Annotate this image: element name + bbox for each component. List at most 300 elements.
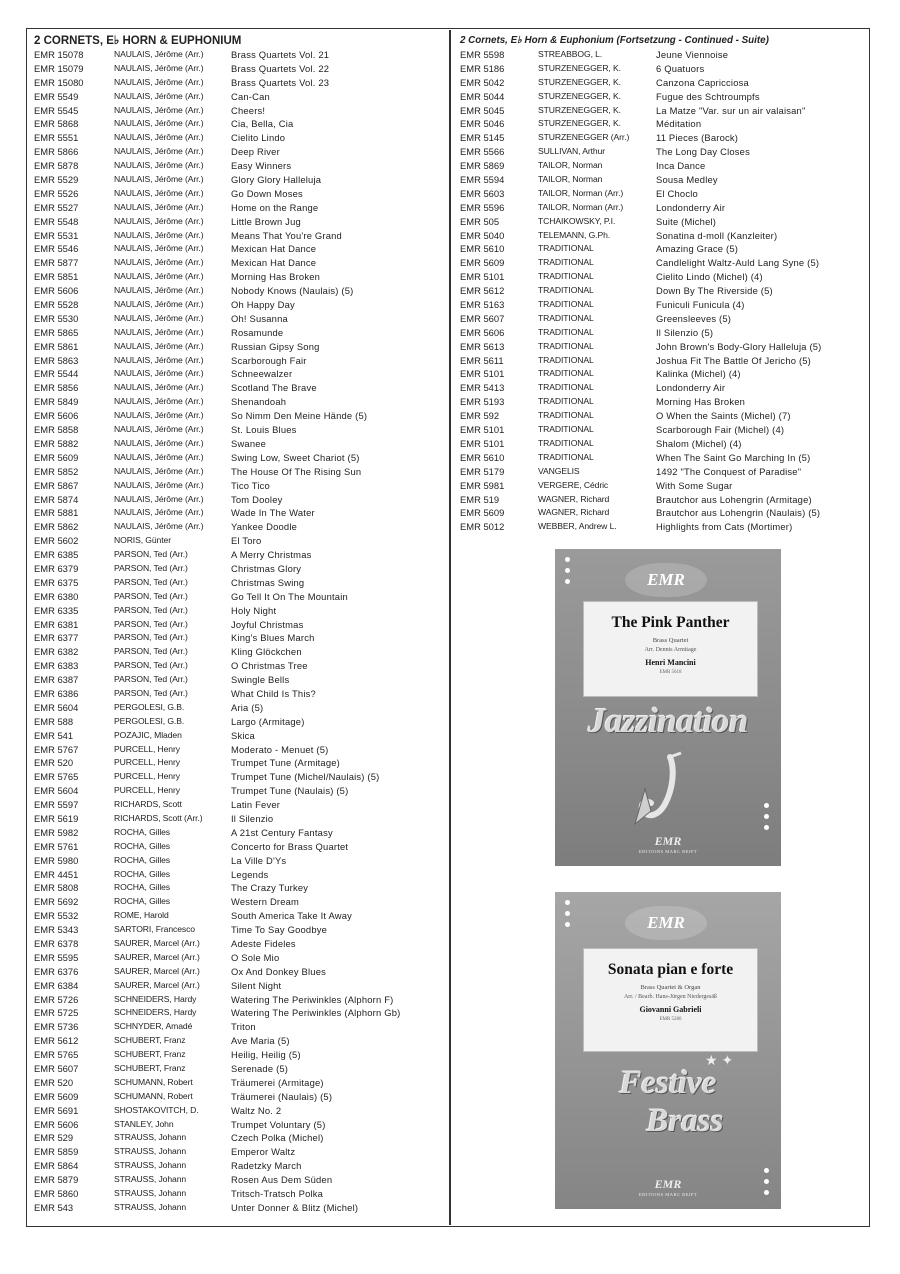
work-title: St. Louis Blues	[231, 424, 297, 436]
work-title: Suite (Michel)	[656, 215, 717, 227]
work-title: Träumerei (Armitage)	[231, 1076, 324, 1088]
work-title: Emperor Waltz	[231, 1146, 296, 1158]
work-title: Jeune Viennoise	[656, 49, 729, 60]
work-title: Holy Night	[231, 604, 277, 616]
composer-name: STRAUSS, Johann	[114, 1146, 187, 1157]
composer-name: SHOSTAKOVITCH, D.	[114, 1104, 199, 1115]
catalog-row	[460, 284, 865, 298]
catalog-number: EMR 5725	[34, 1007, 79, 1019]
work-title: With Some Sugar	[656, 479, 733, 491]
composer-name: STURZENEGGER (Arr.)	[538, 132, 630, 143]
composer-name: SCHNEIDERS, Hardy	[114, 993, 197, 1004]
catalog-row	[34, 62, 444, 76]
catalog-row	[460, 340, 865, 354]
work-title: Canzona Capricciosa	[656, 76, 749, 88]
composer-name: PARSON, Ted (Arr.)	[114, 590, 188, 601]
composer-name: PURCELL, Henry	[114, 785, 180, 796]
composer-name: NAULAIS, Jérôme (Arr.)	[114, 382, 204, 393]
catalog-row	[34, 1020, 444, 1034]
composer-name: STURZENEGGER, K.	[538, 118, 621, 129]
catalog-number: EMR 6379	[34, 562, 79, 574]
composer-name: NAULAIS, Jérôme (Arr.)	[114, 90, 204, 101]
work-title: Moderato - Menuet (5)	[231, 743, 329, 755]
catalog-number: EMR 5597	[34, 799, 79, 811]
catalog-row	[460, 104, 865, 118]
composer-name: NAULAIS, Jérôme (Arr.)	[114, 451, 204, 462]
composer-name: SULLIVAN, Arthur	[538, 146, 606, 157]
catalog-row	[34, 215, 444, 229]
composer-name: NAULAIS, Jérôme (Arr.)	[114, 493, 204, 504]
work-title: Amazing Grace (5)	[656, 243, 739, 255]
catalog-row	[34, 1145, 444, 1159]
composer-name: VANGELIS	[538, 465, 580, 476]
composer-name: SAURER, Marcel (Arr.)	[114, 965, 200, 976]
catalog-number: EMR 5549	[34, 90, 79, 102]
work-title: Tico Tico	[231, 479, 270, 491]
catalog-number: EMR 6383	[34, 660, 79, 672]
catalog-row	[34, 784, 444, 798]
work-title: Swanee	[231, 437, 267, 449]
work-title: Trumpet Tune (Armitage)	[231, 757, 340, 769]
cover-title-plate	[583, 601, 758, 697]
catalog-number: EMR 5607	[460, 312, 505, 324]
catalog-number: EMR 5765	[34, 771, 79, 783]
catalog-number: EMR 5619	[34, 812, 79, 824]
catalog-number: EMR 5529	[34, 174, 79, 186]
composer-name: STREABBOG, L.	[538, 49, 603, 59]
catalog-row	[34, 673, 444, 687]
cover-composer: Giovanni Gabrieli	[639, 1005, 702, 1014]
composer-name: WEBBER, Andrew L.	[538, 521, 617, 532]
work-title: La Ville D'Ys	[231, 854, 287, 866]
work-title: Scarborough Fair (Michel) (4)	[656, 424, 785, 436]
catalog-number: EMR 5602	[34, 535, 79, 547]
catalog-number: EMR 529	[34, 1132, 74, 1144]
catalog-row	[34, 868, 444, 882]
work-title: Triton	[231, 1021, 256, 1033]
composer-name: PARSON, Ted (Arr.)	[114, 618, 188, 629]
composer-name: PARSON, Ted (Arr.)	[114, 576, 188, 587]
work-title: Waltz No. 2	[231, 1104, 282, 1116]
catalog-row	[460, 256, 865, 270]
catalog-row	[460, 159, 865, 173]
work-title: Yankee Doodle	[231, 521, 298, 533]
composer-name: NAULAIS, Jérôme (Arr.)	[114, 410, 204, 421]
work-title: Schneewalzer	[231, 368, 293, 380]
catalog-number: EMR 5607	[34, 1063, 79, 1075]
catalog-row	[34, 534, 444, 548]
catalog-row	[34, 354, 444, 368]
publisher-logo: EMR EDITIONS MARC REIFT	[638, 834, 698, 854]
composer-name: TRADITIONAL	[538, 396, 594, 407]
work-title: O When the Saints (Michel) (7)	[656, 410, 791, 422]
catalog-number: EMR 5868	[34, 118, 79, 130]
catalog-row	[34, 117, 444, 131]
catalog-row	[460, 423, 865, 437]
catalog-number: EMR 5343	[34, 924, 79, 936]
work-title: Latin Fever	[231, 799, 281, 811]
catalog-row	[34, 548, 444, 562]
catalog-number: EMR 5861	[34, 340, 79, 352]
catalog-number: EMR 5610	[460, 451, 505, 463]
catalog-number: EMR 5012	[460, 521, 505, 533]
catalog-number: EMR 5609	[460, 257, 505, 269]
catalog-row	[34, 590, 444, 604]
catalog-row	[460, 242, 865, 256]
catalog-number: EMR 6375	[34, 576, 79, 588]
catalog-number: EMR 5163	[460, 299, 505, 311]
catalog-row	[34, 729, 444, 743]
work-title: South America Take It Away	[231, 910, 353, 922]
work-title: Joyful Christmas	[231, 618, 304, 630]
composer-name: STURZENEGGER, K.	[538, 62, 621, 73]
catalog-number: EMR 5603	[460, 187, 505, 199]
catalog-number: EMR 5862	[34, 521, 79, 533]
catalog-number: EMR 5544	[34, 368, 79, 380]
work-title: Kling Glöckchen	[231, 646, 302, 658]
catalog-row	[34, 381, 444, 395]
catalog-number: EMR 5101	[460, 368, 505, 380]
composer-name: NAULAIS, Jérôme (Arr.)	[114, 118, 204, 129]
catalog-row	[460, 354, 865, 368]
composer-name: NAULAIS, Jérôme (Arr.)	[114, 326, 204, 337]
catalog-row	[460, 298, 865, 312]
composer-name: PARSON, Ted (Arr.)	[114, 660, 188, 671]
catalog-number: EMR 6378	[34, 938, 79, 949]
work-title: The Long Day Closes	[656, 146, 750, 158]
work-title: Cheers!	[231, 104, 266, 116]
composer-name: WAGNER, Richard	[538, 507, 610, 518]
work-title: Oh Happy Day	[231, 299, 295, 311]
work-title: Aria (5)	[231, 701, 264, 713]
composer-name: TRADITIONAL	[538, 271, 594, 282]
work-title: Greensleeves (5)	[656, 312, 732, 324]
work-title: Joshua Fit The Battle Of Jericho (5)	[656, 354, 812, 366]
cover-number: EMR 5280	[659, 1017, 682, 1022]
catalog-row	[460, 395, 865, 409]
catalog-number: EMR 6381	[34, 618, 79, 630]
catalog-row	[34, 562, 444, 576]
work-title: Can-Can	[231, 90, 270, 102]
composer-name: NAULAIS, Jérôme (Arr.)	[114, 104, 204, 115]
catalog-row	[460, 367, 865, 381]
catalog-number: EMR 5878	[34, 160, 79, 172]
composer-name: PARSON, Ted (Arr.)	[114, 646, 188, 657]
work-title: Brass Quartets Vol. 22	[231, 62, 330, 74]
composer-name: TAILOR, Norman	[538, 174, 603, 185]
catalog-number: EMR 5856	[34, 382, 79, 394]
work-title: Easy Winners	[231, 160, 292, 172]
catalog-number: EMR 6377	[34, 632, 79, 644]
work-title: A 21st Century Fantasy	[231, 826, 333, 838]
composer-name: PARSON, Ted (Arr.)	[114, 632, 188, 643]
catalog-row	[34, 756, 444, 770]
catalog-number: EMR 519	[460, 493, 500, 505]
work-title: Trumpet Tune (Michel/Naulais) (5)	[231, 771, 380, 783]
catalog-number: EMR 5594	[460, 174, 505, 186]
work-title: Ave Maria (5)	[231, 1035, 290, 1047]
catalog-row	[34, 1034, 444, 1048]
catalog-row	[34, 618, 444, 632]
catalog-row	[34, 604, 444, 618]
catalog-number: EMR 5531	[34, 229, 79, 241]
catalog-number: EMR 5530	[34, 312, 79, 324]
catalog-number: EMR 5736	[34, 1021, 79, 1033]
work-title: Tritsch-Tratsch Polka	[231, 1188, 324, 1200]
composer-name: TRADITIONAL	[538, 368, 594, 379]
composer-name: NORIS, Günter	[114, 535, 171, 546]
composer-name: SAURER, Marcel (Arr.)	[114, 979, 200, 990]
catalog-number: EMR 5606	[34, 1118, 79, 1130]
composer-name: PARSON, Ted (Arr.)	[114, 549, 188, 560]
catalog-number: EMR 5532	[34, 910, 79, 922]
catalog-number: EMR 6385	[34, 549, 79, 561]
composer-name: TCHAIKOWSKY, P.I.	[538, 215, 616, 226]
catalog-number: EMR 5849	[34, 396, 79, 408]
saxophone-icon	[615, 749, 705, 839]
catalog-row	[460, 479, 865, 493]
work-title: Christmas Glory	[231, 562, 302, 574]
catalog-number: EMR 5879	[34, 1174, 79, 1186]
work-title: Little Brown Jug	[231, 215, 301, 227]
catalog-row	[34, 645, 444, 659]
work-title: Brass Quartets Vol. 21	[231, 49, 330, 60]
cover-dots-top	[565, 900, 570, 927]
cover-number: EMR 5618	[659, 670, 682, 675]
catalog-row	[34, 201, 444, 215]
work-title: Ox And Donkey Blues	[231, 965, 326, 977]
catalog-number: EMR 4451	[34, 868, 79, 880]
catalog-number: EMR 5808	[34, 882, 79, 894]
right-catalog-list	[460, 48, 865, 534]
catalog-row	[34, 993, 444, 1007]
work-title: Rosen Aus Dem Süden	[231, 1174, 333, 1186]
work-title: Radetzky March	[231, 1160, 302, 1172]
catalog-row	[460, 437, 865, 451]
composer-name: PERGOLESI, G.B.	[114, 701, 185, 712]
composer-name: NAULAIS, Jérôme (Arr.)	[114, 340, 204, 351]
composer-name: SCHUBERT, Franz	[114, 1049, 186, 1060]
catalog-row	[34, 1131, 444, 1145]
catalog-row	[460, 465, 865, 479]
catalog-row	[34, 854, 444, 868]
catalog-row	[34, 76, 444, 90]
work-title: Time To Say Goodbye	[231, 924, 328, 936]
catalog-number: EMR 5595	[34, 951, 79, 963]
catalog-row	[34, 256, 444, 270]
work-title: 1492 "The Conquest of Paradise"	[656, 465, 802, 477]
catalog-number: EMR 6376	[34, 965, 79, 977]
catalog-row	[34, 173, 444, 187]
catalog-number: EMR 5882	[34, 437, 79, 449]
catalog-row	[34, 298, 444, 312]
work-title: Il Silenzio	[231, 812, 274, 824]
catalog-row	[34, 242, 444, 256]
work-title: Swingle Bells	[231, 674, 290, 686]
work-title: Home on the Range	[231, 201, 319, 213]
catalog-row	[34, 409, 444, 423]
composer-name: VERGERE, Cédric	[538, 479, 609, 490]
catalog-row	[460, 312, 865, 326]
catalog-row	[34, 340, 444, 354]
catalog-number: EMR 5186	[460, 62, 505, 74]
work-title: Largo (Armitage)	[231, 715, 305, 727]
work-title: Adeste Fideles	[231, 938, 296, 949]
catalog-row	[34, 48, 444, 62]
work-title: Mexican Hat Dance	[231, 243, 317, 255]
catalog-row	[34, 812, 444, 826]
catalog-row	[460, 270, 865, 284]
catalog-row	[34, 395, 444, 409]
composer-name: TAILOR, Norman	[538, 160, 603, 171]
catalog-row	[34, 437, 444, 451]
composer-name: NAULAIS, Jérôme (Arr.)	[114, 187, 204, 198]
catalog-row	[34, 367, 444, 381]
catalog-row	[34, 1076, 444, 1090]
catalog-row	[34, 826, 444, 840]
composer-name: NAULAIS, Jérôme (Arr.)	[114, 299, 204, 310]
catalog-row	[34, 798, 444, 812]
catalog-row	[34, 909, 444, 923]
catalog-number: EMR 592	[460, 410, 500, 422]
series-logo-jazzination: Jazzination	[588, 701, 748, 740]
catalog-number: EMR 6384	[34, 979, 79, 991]
work-title: Brautchor aus Lohengrin (Armitage)	[656, 493, 812, 505]
catalog-row	[34, 187, 444, 201]
cover-title: Sonata pian e forte	[607, 961, 734, 978]
catalog-row	[34, 923, 444, 937]
catalog-row	[34, 576, 444, 590]
catalog-number: EMR 5864	[34, 1160, 79, 1172]
catalog-number: EMR 5981	[460, 479, 505, 491]
composer-name: NAULAIS, Jérôme (Arr.)	[114, 160, 204, 171]
cover-sonata-pian-e-forte	[555, 892, 781, 1209]
work-title: El Toro	[231, 535, 262, 547]
composer-name: NAULAIS, Jérôme (Arr.)	[114, 257, 204, 268]
work-title: The Crazy Turkey	[231, 882, 309, 894]
composer-name: ROME, Harold	[114, 910, 169, 921]
composer-name: TRADITIONAL	[538, 410, 594, 421]
catalog-row	[34, 284, 444, 298]
composer-name: SCHUBERT, Franz	[114, 1035, 186, 1046]
composer-name: NAULAIS, Jérôme (Arr.)	[114, 271, 204, 282]
work-title: John Brown's Body-Glory Halleluja (5)	[656, 340, 822, 352]
composer-name: PARSON, Ted (Arr.)	[114, 687, 188, 698]
catalog-number: EMR 5692	[34, 896, 79, 908]
catalog-number: EMR 6387	[34, 674, 79, 686]
work-title: Christmas Swing	[231, 576, 305, 588]
work-title: Cielito Lindo (Michel) (4)	[656, 271, 763, 283]
composer-name: WAGNER, Richard	[538, 493, 610, 504]
catalog-row	[34, 1006, 444, 1020]
cover-dots-bottom	[764, 1168, 769, 1195]
composer-name: POZAJIC, Mladen	[114, 729, 182, 740]
catalog-row	[460, 48, 865, 62]
catalog-row	[34, 840, 444, 854]
work-title: Czech Polka (Michel)	[231, 1132, 324, 1144]
composer-name: PERGOLESI, G.B.	[114, 715, 185, 726]
catalog-row	[34, 1173, 444, 1187]
cover-arranger: Arr. / Bearb. Hans-Jürgen Niedergesäß	[623, 994, 718, 1000]
composer-name: TRADITIONAL	[538, 326, 594, 337]
work-title: Scotland The Brave	[231, 382, 317, 394]
catalog-number: EMR 5566	[460, 146, 505, 158]
publisher-logo: EMR EDITIONS MARC REIFT	[638, 1177, 698, 1197]
composer-name: NAULAIS, Jérôme (Arr.)	[114, 507, 204, 518]
composer-name: NAULAIS, Jérôme (Arr.)	[114, 424, 204, 435]
catalog-number: EMR 5193	[460, 396, 505, 408]
work-title: Kalinka (Michel) (4)	[656, 368, 741, 380]
composer-name: NAULAIS, Jérôme (Arr.)	[114, 368, 204, 379]
composer-name: PURCELL, Henry	[114, 771, 180, 782]
catalog-number: EMR 5610	[460, 243, 505, 255]
composer-name: NAULAIS, Jérôme (Arr.)	[114, 215, 204, 226]
catalog-number: EMR 5609	[460, 507, 505, 519]
composer-name: ROCHA, Gilles	[114, 882, 170, 893]
catalog-row	[460, 229, 865, 243]
work-title: Mexican Hat Dance	[231, 257, 317, 269]
cover-dots-bottom	[764, 803, 769, 830]
catalog-number: EMR 5612	[34, 1035, 79, 1047]
composer-name: STANLEY, John	[114, 1118, 174, 1129]
composer-name: NAULAIS, Jérôme (Arr.)	[114, 146, 204, 157]
work-title: Wade In The Water	[231, 507, 315, 519]
catalog-number: EMR 6380	[34, 590, 79, 602]
composer-name: TRADITIONAL	[538, 340, 594, 351]
work-title: O Sole Mio	[231, 951, 280, 963]
catalog-row	[34, 479, 444, 493]
composer-name: NAULAIS, Jérôme (Arr.)	[114, 312, 204, 323]
catalog-number: EMR 5858	[34, 424, 79, 436]
catalog-number: EMR 5881	[34, 507, 79, 519]
work-title: Tom Dooley	[231, 493, 283, 505]
catalog-number: EMR 6386	[34, 687, 79, 699]
catalog-row	[460, 506, 865, 520]
catalog-row	[34, 770, 444, 784]
composer-name: ROCHA, Gilles	[114, 868, 170, 879]
catalog-number: EMR 5851	[34, 271, 79, 283]
catalog-number: EMR 5869	[460, 160, 505, 172]
emr-logo: EMR	[625, 906, 707, 940]
work-title: 6 Quatuors	[656, 62, 705, 74]
composer-name: TRADITIONAL	[538, 451, 594, 462]
work-title: O Christmas Tree	[231, 660, 308, 672]
work-title: So Nimm Den Meine Hände (5)	[231, 410, 368, 422]
work-title: Cielito Lindo	[231, 132, 286, 144]
work-title: King's Blues March	[231, 632, 315, 644]
catalog-number: EMR 5042	[460, 76, 505, 88]
composer-name: NAULAIS, Jérôme (Arr.)	[114, 437, 204, 448]
work-title: Morning Has Broken	[656, 396, 746, 408]
catalog-number: EMR 5726	[34, 993, 79, 1005]
catalog-number: EMR 5596	[460, 201, 505, 213]
catalog-number: EMR 15079	[34, 62, 84, 74]
work-title: Legends	[231, 868, 269, 880]
work-title: A Merry Christmas	[231, 549, 312, 561]
work-title: Inca Dance	[656, 160, 706, 172]
section-heading: 2 CORNETS, E♭ HORN & EUPHONIUM	[34, 35, 242, 47]
work-title: Shalom (Michel) (4)	[656, 437, 742, 449]
catalog-row	[34, 520, 444, 534]
work-title: Nobody Knows (Naulais) (5)	[231, 285, 354, 297]
work-title: Oh! Susanna	[231, 312, 288, 324]
catalog-row	[34, 1159, 444, 1173]
catalog-row	[460, 409, 865, 423]
catalog-row	[34, 965, 444, 979]
composer-name: ROCHA, Gilles	[114, 840, 170, 851]
composer-name: TRADITIONAL	[538, 299, 594, 310]
composer-name: NAULAIS, Jérôme (Arr.)	[114, 201, 204, 212]
